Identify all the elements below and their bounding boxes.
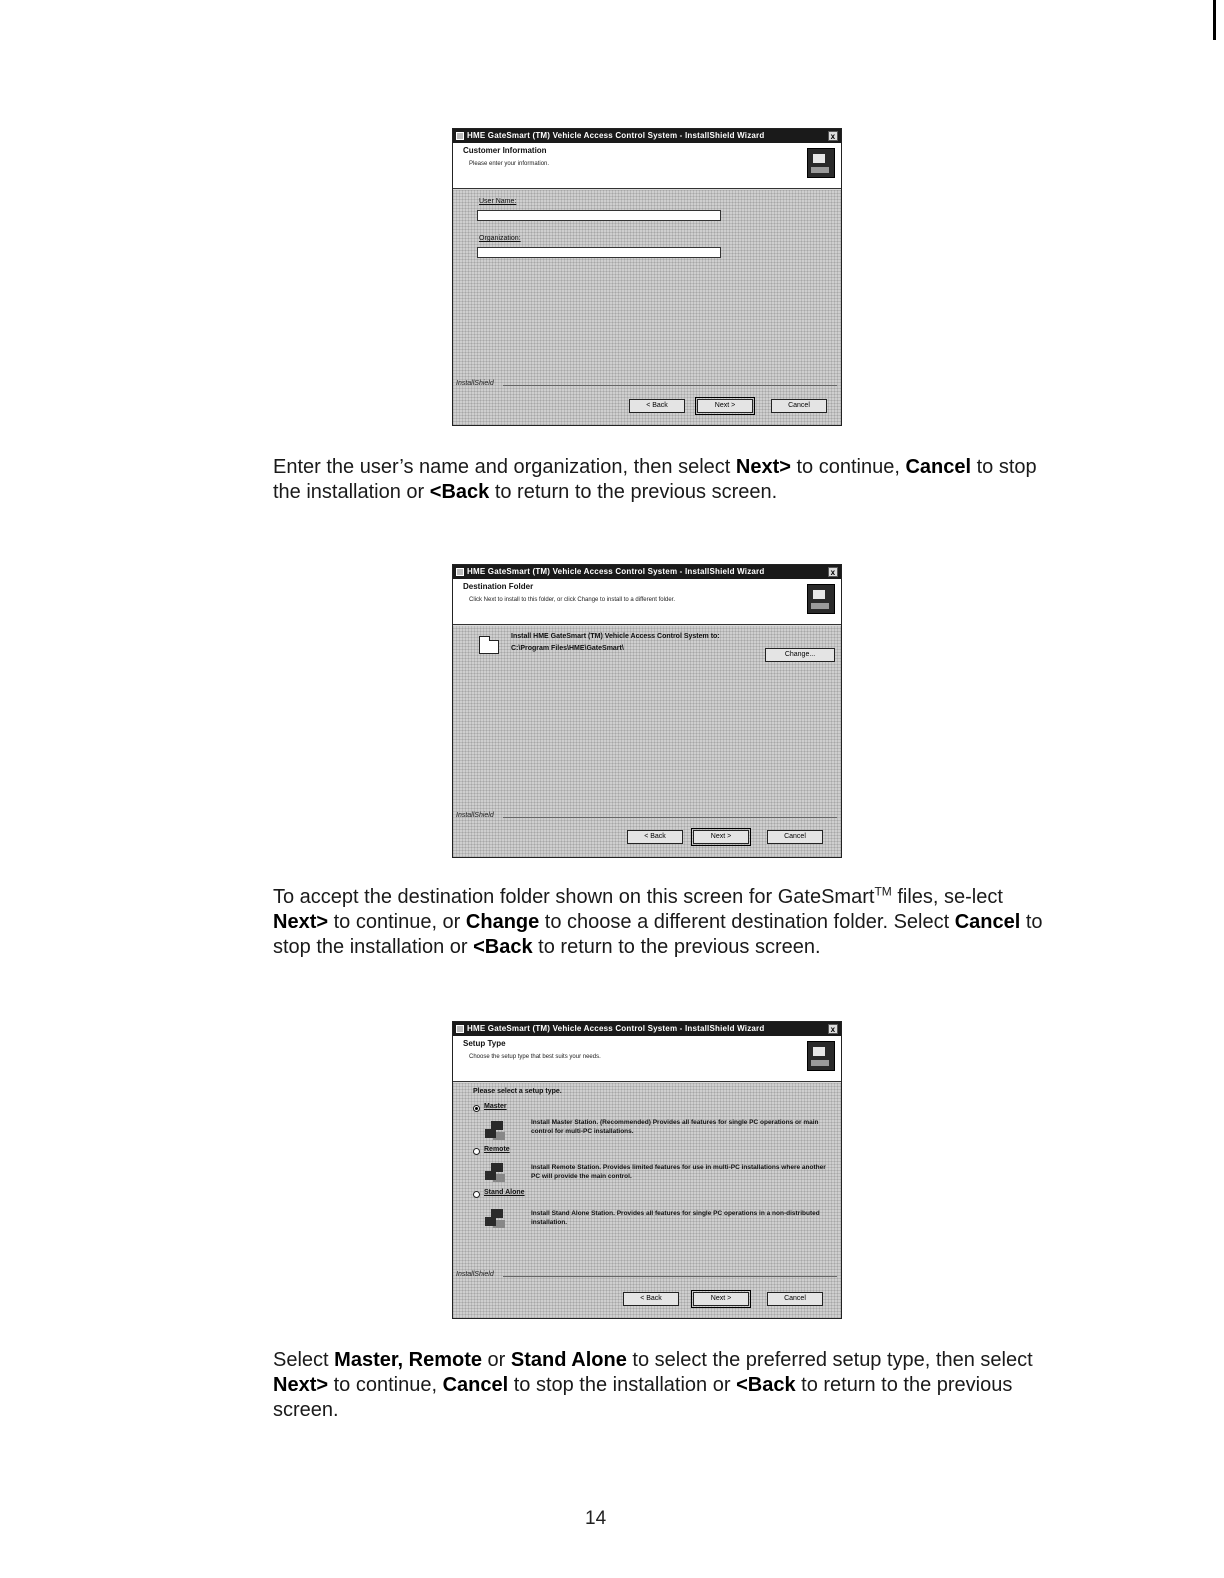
dialog-header	[453, 579, 841, 625]
computer-icon	[807, 584, 835, 614]
next-button[interactable]: Next >	[693, 1292, 749, 1306]
remote-option-description: Install Remote Station. Provides limited features for use in multi-PC installations where another PC will provide the main control.	[531, 1164, 826, 1180]
dialog-title: HME GateSmart (TM) Vehicle Access Control System - InstallShield Wizard	[467, 1024, 765, 1033]
page-number: 14	[585, 1508, 607, 1529]
header-title: Destination Folder	[463, 582, 534, 591]
dialog-titlebar	[453, 565, 841, 579]
dialog-body	[453, 1083, 841, 1318]
master-radio[interactable]	[473, 1105, 480, 1112]
computer-icon	[807, 1041, 835, 1071]
user-name-label: User Name:	[479, 198, 517, 205]
back-button[interactable]: < Back	[623, 1292, 679, 1306]
folder-icon	[479, 640, 499, 654]
header-subtitle: Click Next to install to this folder, or click Change to install to a different folder.	[469, 597, 675, 603]
brand-divider	[503, 385, 837, 386]
master-option-description: Install Master Station. (Recommended) Provides all features for single PC operations or main control for multi-PC installations.	[531, 1119, 819, 1135]
customer-information-dialog	[452, 128, 842, 426]
organization-label: Organization:	[479, 235, 521, 242]
stand-alone-option-description: Install Stand Alone Station. Provides all features for single PC operations in a non-distributed installation.	[531, 1210, 820, 1226]
setup-type-dialog	[452, 1021, 842, 1319]
back-button[interactable]: < Back	[629, 399, 685, 413]
destination-folder-instructions: To accept the destination folder shown on this screen for GateSmart™ files, se-lect Next> to continue, or Change to choose a different destination folder. Select Cancel to stop the installation or <Back to return to the previous screen.	[273, 884, 1043, 958]
setup-type-instructions: Select Master, Remote or Stand Alone to select the preferred setup type, then select Next> to continue, Cancel to stop the installation or <Back to return to the previous screen.	[273, 1349, 1033, 1421]
installshield-brand: InstallShield	[456, 1271, 494, 1278]
header-title: Customer Information	[463, 146, 547, 155]
customer-info-instructions: Enter the user’s name and organization, then select Next> to continue, Cancel to stop the installation or <Back to return to the previous screen.	[273, 456, 1037, 503]
installer-app-icon	[456, 132, 464, 140]
back-button[interactable]: < Back	[627, 830, 683, 844]
installshield-brand: InstallShield	[456, 380, 494, 387]
cancel-button[interactable]: Cancel	[767, 830, 823, 844]
installshield-brand: InstallShield	[456, 812, 494, 819]
computer-icon	[807, 148, 835, 178]
organization-field[interactable]	[477, 247, 721, 258]
change-button[interactable]: Change...	[765, 648, 835, 662]
dialog-header	[453, 1036, 841, 1082]
cancel-button[interactable]: Cancel	[767, 1292, 823, 1306]
close-icon[interactable]: x	[828, 131, 838, 141]
dialog-body	[453, 190, 841, 425]
destination-install-text: Install HME GateSmart (TM) Vehicle Access Control System to:	[511, 633, 720, 640]
next-button[interactable]: Next >	[697, 399, 753, 413]
header-subtitle: Choose the setup type that best suits your needs.	[469, 1054, 601, 1060]
installer-app-icon	[456, 1025, 464, 1033]
cancel-button[interactable]: Cancel	[771, 399, 827, 413]
stand-alone-radio[interactable]	[473, 1191, 480, 1198]
remote-option-label[interactable]: Remote	[484, 1146, 510, 1153]
user-name-field[interactable]	[477, 210, 721, 221]
brand-divider	[503, 1276, 837, 1277]
destination-path: C:\Program Files\HME\GateSmart\	[511, 645, 624, 652]
remote-radio[interactable]	[473, 1148, 480, 1155]
remote-station-icon	[483, 1161, 507, 1183]
installer-app-icon	[456, 568, 464, 576]
close-icon[interactable]: x	[828, 1024, 838, 1034]
header-subtitle: Please enter your information.	[469, 161, 550, 167]
brand-divider	[503, 817, 837, 818]
header-title: Setup Type	[463, 1039, 506, 1048]
dialog-body	[453, 626, 841, 857]
master-station-icon	[483, 1119, 507, 1141]
close-icon[interactable]: x	[828, 567, 838, 577]
stand-alone-station-icon	[483, 1207, 507, 1229]
stand-alone-option-label[interactable]: Stand Alone	[484, 1189, 525, 1196]
dialog-title: HME GateSmart (TM) Vehicle Access Control System - InstallShield Wizard	[467, 567, 765, 576]
page-edge-mark	[1213, 0, 1216, 40]
destination-folder-dialog	[452, 564, 842, 858]
next-button[interactable]: Next >	[693, 830, 749, 844]
master-option-label[interactable]: Master	[484, 1103, 507, 1110]
dialog-titlebar	[453, 129, 841, 143]
dialog-titlebar	[453, 1022, 841, 1036]
dialog-title: HME GateSmart (TM) Vehicle Access Control System - InstallShield Wizard	[467, 131, 765, 140]
dialog-header	[453, 143, 841, 189]
setup-type-prompt: Please select a setup type.	[473, 1088, 562, 1095]
